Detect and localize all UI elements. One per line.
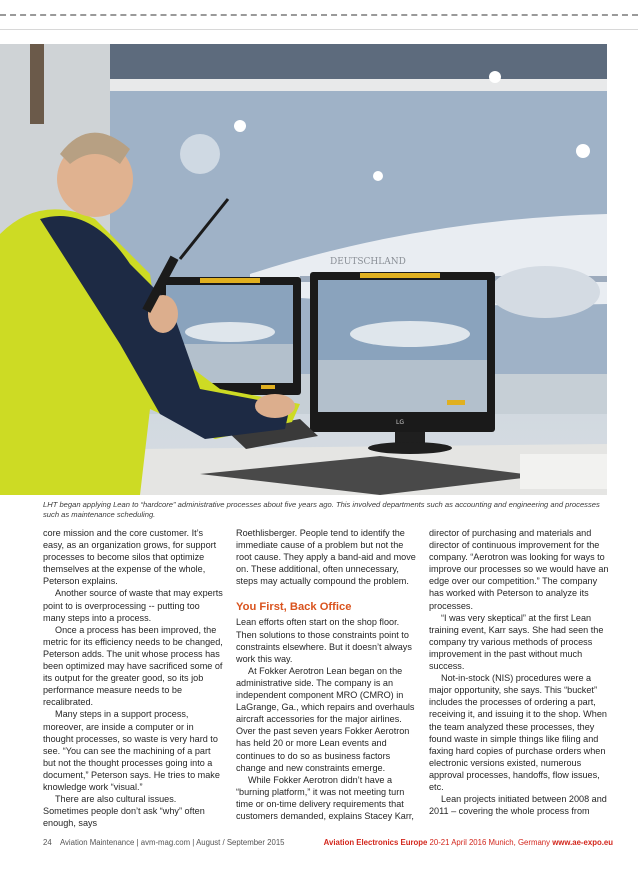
event-url-link[interactable]: www.ae-expo.eu — [552, 838, 613, 847]
page-footer — [43, 838, 613, 850]
hangar-photo — [0, 44, 607, 495]
paragraph: director of purchasing and materials and director of continuous improvement for the company. “Aerotron was looking for ways to improve our processes so we would have an edge over our competition.” The company has worked with Peterson to analyze its processes. — [429, 528, 609, 611]
event-details: 20-21 April 2016 Munich, Germany — [429, 838, 551, 847]
section-heading: You First, Back Office — [236, 601, 352, 614]
paragraph: Not-in-stock (NIS) procedures were a major opportunity, she says. This “bucket” includes the processes of ordering a part, receiving it, and issuing it to the shop. When the team analyzed these processes, they found waste in simple things like filing and faxing hard copies of purchase orders when electronic versions existed, numerous approval processes, handoffs, flow issues, etc. — [429, 673, 607, 792]
footer-separator: | — [136, 838, 139, 847]
paragraph: Lean efforts often start on the shop floor. Then solutions to those constraints point to constraints elsewhere. But it doesn’t always work this way. — [236, 617, 412, 664]
top-dashed-border — [0, 14, 638, 16]
paragraph: There are also cultural issues. Sometimes people don’t ask “why” often enough, says — [43, 794, 205, 829]
footer-separator: | — [192, 838, 195, 847]
paragraph: While Fokker Aerotron didn’t have a “burning platform,” it was not meeting turn time or on-time delivery requirements that customers demanded, explains Stacey Karr, — [236, 774, 414, 821]
top-rule — [0, 29, 638, 30]
paragraph: Lean projects initiated between 2008 and 2011 – covering the whole process from — [429, 794, 607, 817]
aircraft-lettering: DEUTSCHLAND — [330, 257, 406, 267]
magazine-name: Aviation Maintenance — [59, 838, 135, 847]
article-column-3 — [429, 527, 609, 817]
footer-publication-info — [43, 838, 285, 847]
paragraph: Once a process has been improved, the metric for its efficiency needs to be changed, Peterson adds. The unit whose process has been optimized may have sacrificed some of its output for the greater good, so its job performance measure needs to be recalibrated. — [43, 624, 223, 708]
website-link[interactable]: avm-mag.com — [140, 838, 191, 847]
paragraph: At Fokker Aerotron Lean began on the administrative side. The company is an independent component MRO (CMRO) in LaGrange, Ga., which repairs and overhauls aircraft accessories for the major airlines. Over the past seven years Fokker Aerotron has held 20 or more Lean events and continues to do so as business factors change and new constraints emerge. — [236, 665, 415, 773]
footer-event-ad — [324, 838, 613, 847]
event-name: Aviation Electronics Europe — [323, 838, 428, 847]
article-column-2 — [236, 527, 418, 822]
issue-date: August / September 2015 — [196, 838, 285, 847]
paragraph: Another source of waste that may experts point to is overprocessing -- putting too many steps into a process. — [43, 588, 223, 623]
monitor-brand: LG — [396, 419, 404, 426]
paragraph: Roethlisberger. People tend to identify the immediate cause of a problem but not the root cause. They apply a band-aid and move on. These additional, often unnecessary, steps may actually compound the problem. — [236, 528, 416, 587]
page-number: 24 — [43, 838, 52, 847]
hangar-photo-illustration — [0, 44, 607, 495]
paragraph: “I was very skeptical” at the first Lean training event, Karr says. She had seen the company try various methods of process improvement in the past without much success. — [429, 612, 604, 672]
paragraph: Many steps in a support process, moreover, are inside a computer or in thought processes, so waste is very hard to see. “You can see the machining of a part but not the thought processes going into a document,” Peterson says. He tries to make knowledge work “visual.” — [43, 709, 220, 792]
article-column-1 — [43, 527, 223, 829]
paragraph: core mission and the core customer. It’s easy, as an organization grows, for support processes to become silos that optimize themselves at the expense of the whole, Peterson explains. — [43, 528, 217, 587]
spacer — [236, 587, 418, 599]
photo-caption: LHT began applying Lean to “hardcore” administrative processes about five years ago. This involved departments such as accounting and engineering and processes such as maintenance scheduling. — [43, 500, 600, 519]
